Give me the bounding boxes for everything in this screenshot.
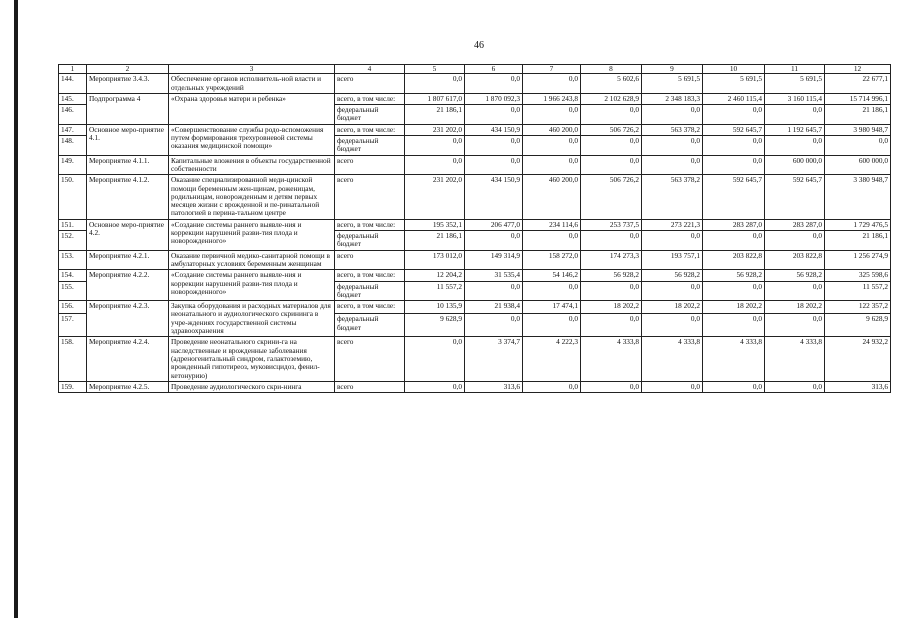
amount-cell: 24 932,2	[825, 337, 891, 381]
amount-cell: 0,0	[465, 136, 523, 156]
funding-source: всего	[335, 155, 405, 175]
funding-source: федеральный бюджет	[335, 231, 405, 251]
amount-cell: 0,0	[765, 136, 825, 156]
amount-cell: 0,0	[523, 136, 581, 156]
column-header: 7	[523, 65, 581, 74]
amount-cell: 460 200,0	[523, 124, 581, 135]
column-header: 3	[169, 65, 335, 74]
amount-cell: 600 000,0	[825, 155, 891, 175]
row-description: Оказание специализированной меди-цинской помощи беременным жен-щинам, роженицам, родильницам, новорожденным и детям первых месяцев жизни с врожденной и пе-ринатальной патологией в перина-тальном центре	[169, 175, 335, 219]
row-description: Проведение неонатального скрини-га на наследственные и врожденные заболевания (адреногенитальный синдром, галактоземию, врожденный гипотиреоз, муковисцидоз, фенил-кетонурию)	[169, 337, 335, 381]
amount-cell: 600 000,0	[765, 155, 825, 175]
row-name: Мероприятие 4.1.1.	[87, 155, 169, 175]
funding-source: всего, в том числе:	[335, 219, 405, 230]
amount-cell: 56 928,2	[765, 270, 825, 281]
row-description: «Совершенствование службы родо-вспоможения путем формирования трехуровневой системы оказания медицинской помощи»	[169, 124, 335, 155]
amount-cell: 0,0	[703, 105, 765, 125]
amount-cell: 193 757,1	[642, 250, 703, 270]
scan-edge	[14, 0, 18, 618]
amount-cell: 22 677,1	[825, 74, 891, 94]
amount-cell: 10 135,9	[405, 301, 465, 314]
amount-cell: 174 273,3	[581, 250, 642, 270]
amount-cell: 0,0	[642, 105, 703, 125]
row-number: 144.	[59, 74, 87, 94]
amount-cell: 12 204,2	[405, 270, 465, 281]
amount-cell: 0,0	[523, 381, 581, 392]
table-row	[59, 74, 891, 94]
table-row	[59, 301, 891, 314]
row-number: 150.	[59, 175, 87, 219]
amount-cell: 0,0	[523, 105, 581, 125]
row-number: 145.	[59, 93, 87, 104]
amount-cell: 0,0	[405, 337, 465, 381]
row-number: 157.	[59, 314, 87, 337]
funding-source: всего	[335, 381, 405, 392]
table-row	[59, 381, 891, 392]
amount-cell: 9 628,9	[825, 314, 891, 337]
amount-cell: 0,0	[703, 281, 765, 301]
row-number: 154.	[59, 270, 87, 281]
amount-cell: 506 726,2	[581, 124, 642, 135]
amount-cell: 0,0	[642, 231, 703, 251]
amount-cell: 273 221,3	[642, 219, 703, 230]
amount-cell: 0,0	[465, 231, 523, 251]
amount-cell: 0,0	[765, 231, 825, 251]
amount-cell: 283 287,0	[703, 219, 765, 230]
amount-cell: 4 333,8	[703, 337, 765, 381]
amount-cell: 234 114,6	[523, 219, 581, 230]
table-header-row	[59, 65, 891, 74]
amount-cell: 0,0	[465, 155, 523, 175]
amount-cell: 0,0	[642, 281, 703, 301]
row-description: «Создание системы раннего выявле-ния и коррекции нарушений разви-тия плода и новорожденного»	[169, 270, 335, 301]
amount-cell: 4 222,3	[523, 337, 581, 381]
funding-source: федеральный бюджет	[335, 314, 405, 337]
amount-cell: 195 352,1	[405, 219, 465, 230]
amount-cell: 313,6	[825, 381, 891, 392]
amount-cell: 0,0	[765, 381, 825, 392]
funding-source: всего, в том числе:	[335, 93, 405, 104]
row-description: Обеспечение органов исполнитель-ной власти и отдельных учреждений	[169, 74, 335, 94]
amount-cell: 0,0	[523, 74, 581, 94]
row-description: Оказание первичной медико-санитарной помощи в амбулаторных условиях беременным женщинам	[169, 250, 335, 270]
row-name: Мероприятие 4.1.2.	[87, 175, 169, 219]
amount-cell: 231 202,0	[405, 175, 465, 219]
table-row	[59, 124, 891, 135]
amount-cell: 18 202,2	[703, 301, 765, 314]
amount-cell: 1 807 617,0	[405, 93, 465, 104]
amount-cell: 592 645,7	[703, 175, 765, 219]
amount-cell: 21 938,4	[465, 301, 523, 314]
amount-cell: 0,0	[703, 231, 765, 251]
amount-cell: 0,0	[703, 136, 765, 156]
amount-cell: 3 980 948,7	[825, 124, 891, 135]
amount-cell: 0,0	[642, 155, 703, 175]
budget-table	[58, 64, 891, 393]
amount-cell: 253 737,5	[581, 219, 642, 230]
row-number: 159.	[59, 381, 87, 392]
amount-cell: 0,0	[581, 136, 642, 156]
amount-cell: 21 186,1	[405, 105, 465, 125]
amount-cell: 56 928,2	[703, 270, 765, 281]
row-description: «Охрана здоровья матери и ребенка»	[169, 93, 335, 124]
table-row	[59, 270, 891, 281]
amount-cell: 0,0	[523, 281, 581, 301]
row-name: Мероприятие 4.2.4.	[87, 337, 169, 381]
funding-source: федеральный бюджет	[335, 105, 405, 125]
amount-cell: 5 691,5	[703, 74, 765, 94]
amount-cell: 206 477,0	[465, 219, 523, 230]
column-header: 6	[465, 65, 523, 74]
amount-cell: 0,0	[523, 231, 581, 251]
row-name: Мероприятие 4.2.3.	[87, 301, 169, 337]
row-description: «Создание системы раннего выявле-ния и коррекции нарушений разви-тия плода и новорожденного»	[169, 219, 335, 250]
amount-cell: 460 200,0	[523, 175, 581, 219]
amount-cell: 0,0	[405, 155, 465, 175]
row-number: 152.	[59, 231, 87, 251]
row-number: 147.	[59, 124, 87, 135]
funding-source: всего	[335, 175, 405, 219]
amount-cell: 56 928,2	[642, 270, 703, 281]
amount-cell: 0,0	[405, 74, 465, 94]
amount-cell: 434 150,9	[465, 175, 523, 219]
row-number: 158.	[59, 337, 87, 381]
row-number: 146.	[59, 105, 87, 125]
amount-cell: 54 146,2	[523, 270, 581, 281]
amount-cell: 283 287,0	[765, 219, 825, 230]
amount-cell: 5 602,6	[581, 74, 642, 94]
column-header: 1	[59, 65, 87, 74]
column-header: 11	[765, 65, 825, 74]
amount-cell: 11 557,2	[405, 281, 465, 301]
amount-cell: 325 598,6	[825, 270, 891, 281]
amount-cell: 1 966 243,8	[523, 93, 581, 104]
row-name: Основное меро-приятие 4.2.	[87, 219, 169, 250]
amount-cell: 313,6	[465, 381, 523, 392]
amount-cell: 0,0	[465, 105, 523, 125]
amount-cell: 31 535,4	[465, 270, 523, 281]
amount-cell: 18 202,2	[765, 301, 825, 314]
amount-cell: 0,0	[642, 136, 703, 156]
amount-cell: 203 822,8	[703, 250, 765, 270]
row-name: Мероприятие 4.2.5.	[87, 381, 169, 392]
table-row	[59, 219, 891, 230]
amount-cell: 5 691,5	[765, 74, 825, 94]
amount-cell: 1 870 092,3	[465, 93, 523, 104]
amount-cell: 0,0	[642, 381, 703, 392]
amount-cell: 1 192 645,7	[765, 124, 825, 135]
funding-source: всего, в том числе:	[335, 301, 405, 314]
amount-cell: 0,0	[465, 281, 523, 301]
column-header: 12	[825, 65, 891, 74]
amount-cell: 149 314,9	[465, 250, 523, 270]
funding-source: всего, в том числе:	[335, 270, 405, 281]
amount-cell: 1 256 274,9	[825, 250, 891, 270]
amount-cell: 2 102 628,9	[581, 93, 642, 104]
amount-cell: 15 714 996,1	[825, 93, 891, 104]
amount-cell: 0,0	[703, 155, 765, 175]
amount-cell: 0,0	[523, 155, 581, 175]
row-number: 149.	[59, 155, 87, 175]
table-row	[59, 93, 891, 104]
amount-cell: 592 645,7	[765, 175, 825, 219]
amount-cell: 21 186,1	[825, 105, 891, 125]
amount-cell: 0,0	[581, 314, 642, 337]
amount-cell: 18 202,2	[642, 301, 703, 314]
amount-cell: 11 557,2	[825, 281, 891, 301]
amount-cell: 173 012,0	[405, 250, 465, 270]
amount-cell: 203 822,8	[765, 250, 825, 270]
row-number: 153.	[59, 250, 87, 270]
table-body	[59, 74, 891, 393]
amount-cell: 3 374,7	[465, 337, 523, 381]
table-row	[59, 155, 891, 175]
amount-cell: 434 150,9	[465, 124, 523, 135]
amount-cell: 0,0	[581, 105, 642, 125]
amount-cell: 0,0	[465, 314, 523, 337]
amount-cell: 4 333,8	[642, 337, 703, 381]
amount-cell: 0,0	[581, 381, 642, 392]
amount-cell: 0,0	[465, 74, 523, 94]
amount-cell: 3 380 948,7	[825, 175, 891, 219]
row-number: 148.	[59, 136, 87, 156]
funding-source: всего	[335, 74, 405, 94]
page-number: 46	[474, 40, 484, 51]
row-name: Мероприятие 4.2.2.	[87, 270, 169, 301]
amount-cell: 158 272,0	[523, 250, 581, 270]
amount-cell: 0,0	[703, 381, 765, 392]
amount-cell: 0,0	[405, 136, 465, 156]
amount-cell: 563 378,2	[642, 124, 703, 135]
amount-cell: 21 186,1	[405, 231, 465, 251]
column-header: 10	[703, 65, 765, 74]
funding-source: федеральный бюджет	[335, 136, 405, 156]
row-name: Мероприятие 4.2.1.	[87, 250, 169, 270]
amount-cell: 506 726,2	[581, 175, 642, 219]
amount-cell: 2 348 183,3	[642, 93, 703, 104]
amount-cell: 2 460 115,4	[703, 93, 765, 104]
row-number: 151.	[59, 219, 87, 230]
amount-cell: 0,0	[765, 105, 825, 125]
amount-cell: 5 691,5	[642, 74, 703, 94]
table-row	[59, 337, 891, 381]
amount-cell: 9 628,9	[405, 314, 465, 337]
table-row	[59, 250, 891, 270]
amount-cell: 0,0	[765, 281, 825, 301]
amount-cell: 0,0	[642, 314, 703, 337]
amount-cell: 1 729 476,5	[825, 219, 891, 230]
amount-cell: 563 378,2	[642, 175, 703, 219]
table-row	[59, 175, 891, 219]
amount-cell: 0,0	[825, 136, 891, 156]
column-header: 5	[405, 65, 465, 74]
amount-cell: 0,0	[581, 155, 642, 175]
amount-cell: 4 333,8	[581, 337, 642, 381]
amount-cell: 18 202,2	[581, 301, 642, 314]
row-name: Подпрограмма 4	[87, 93, 169, 124]
column-header: 9	[642, 65, 703, 74]
amount-cell: 0,0	[581, 281, 642, 301]
amount-cell: 592 645,7	[703, 124, 765, 135]
row-number: 156.	[59, 301, 87, 314]
amount-cell: 56 928,2	[581, 270, 642, 281]
amount-cell: 17 474,1	[523, 301, 581, 314]
funding-source: всего	[335, 250, 405, 270]
amount-cell: 231 202,0	[405, 124, 465, 135]
amount-cell: 0,0	[765, 314, 825, 337]
column-header: 8	[581, 65, 642, 74]
amount-cell: 3 160 115,4	[765, 93, 825, 104]
row-description: Капитальные вложения в объекты государственной собственности	[169, 155, 335, 175]
funding-source: всего	[335, 337, 405, 381]
row-description: Проведение аудиологического скри-нинга	[169, 381, 335, 392]
funding-source: федеральный бюджет	[335, 281, 405, 301]
row-name: Основное меро-приятие 4.1.	[87, 124, 169, 155]
amount-cell: 4 333,8	[765, 337, 825, 381]
amount-cell: 0,0	[581, 231, 642, 251]
column-header: 4	[335, 65, 405, 74]
row-name: Мероприятие 3.4.3.	[87, 74, 169, 94]
amount-cell: 0,0	[523, 314, 581, 337]
amount-cell: 122 357,2	[825, 301, 891, 314]
row-description: Закупка оборудования и расходных материалов для неонатального и аудиологического скрининга в учре-ждениях государственной системы здравоохранения	[169, 301, 335, 337]
amount-cell: 21 186,1	[825, 231, 891, 251]
column-header: 2	[87, 65, 169, 74]
funding-source: всего, в том числе:	[335, 124, 405, 135]
row-number: 155.	[59, 281, 87, 301]
amount-cell: 0,0	[703, 314, 765, 337]
amount-cell: 0,0	[405, 381, 465, 392]
